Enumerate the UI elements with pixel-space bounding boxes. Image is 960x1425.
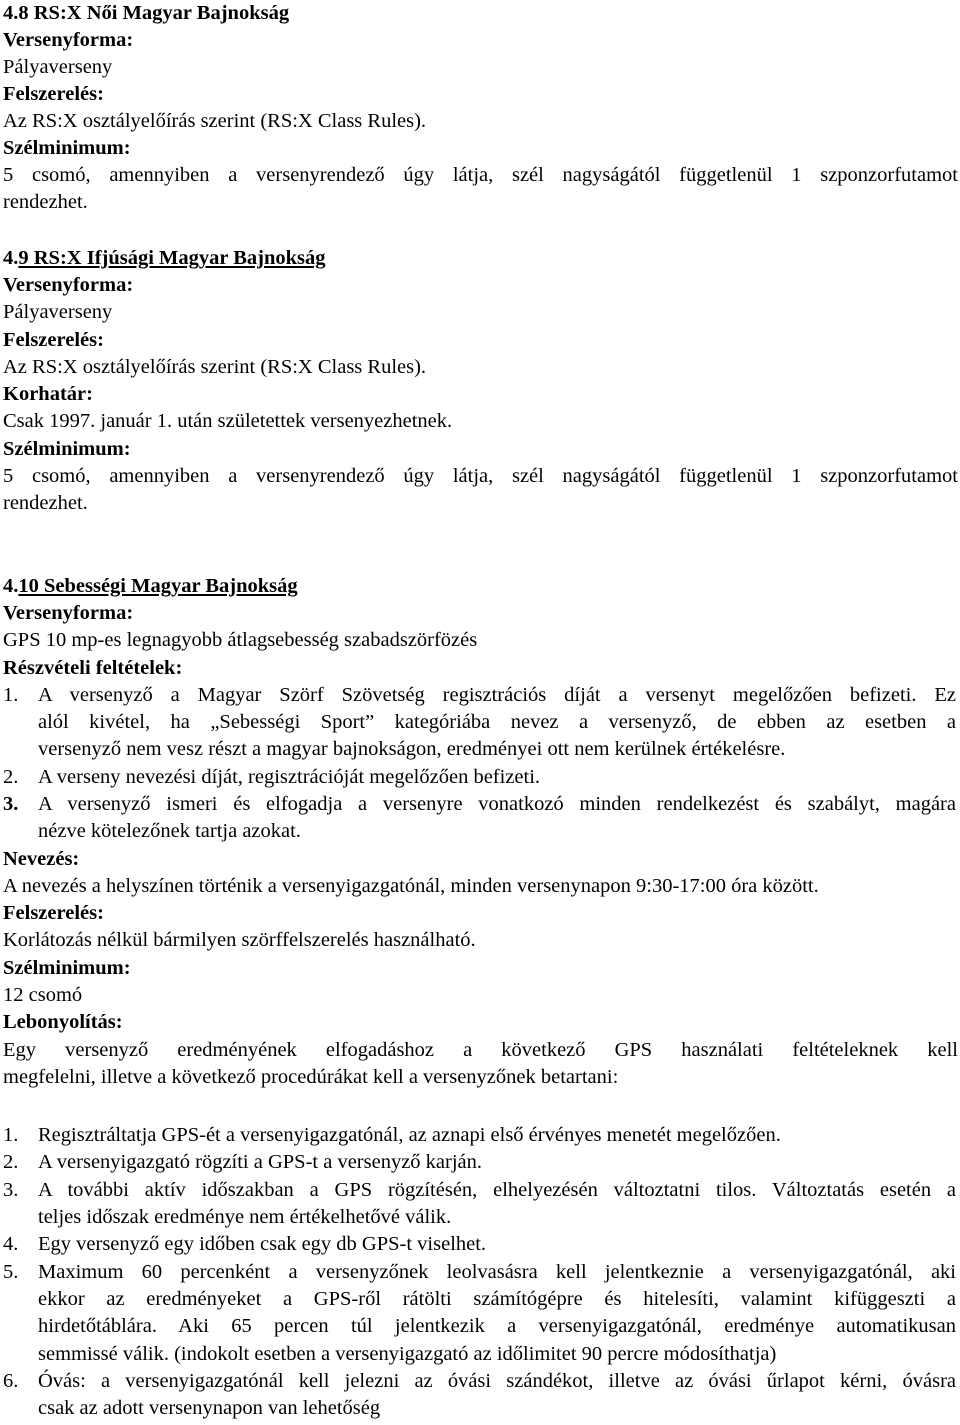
s410-reszveteli-label: Részvételi feltételek: [3, 657, 183, 679]
gps-rule-5-line4: semmissé válik. (indokolt esetben a versenyigazgató az időlimitet 90 percre módosíthatja) [38, 1343, 777, 1365]
cond2-text: A verseny nevezési díját, regisztrációját megelőzően befizeti. [38, 766, 541, 788]
gps-rule-1-number: 1. [3, 1124, 19, 1146]
gps-rule-4-number: 4. [3, 1233, 19, 1255]
gps-rule-4-line1: Egy versenyző egy időben csak egy db GPS-t viselhet. [38, 1233, 487, 1255]
s48-szelminimum-line1: 5 csomó, amennyiben a versenyrendező úgy látja, szél nagyságától függetlenül 1 szponzorfutamot [3, 164, 958, 186]
s49-korhatar-value: Csak 1997. január 1. után születettek versenyezhetnek. [3, 410, 453, 432]
cond1-line1: A versenyző a Magyar Szörf Szövetség regisztrációs díját a versenyt megelőzően befizeti. Ez [38, 684, 956, 706]
gps-rule-6-line1: Óvás: a versenyigazgatónál kell jelezni az óvási szándékot, illetve az óvási űrlapot kérni, óvásra [38, 1370, 956, 1392]
s49-versenyforma-value: Pályaverseny [3, 301, 113, 323]
cond3-number: 3. [3, 793, 19, 815]
s410-nevezes-label: Nevezés: [3, 848, 80, 870]
s49-szelminimum-line2: rendezhet. [3, 492, 88, 514]
s49-szelminimum-label: Szélminimum: [3, 438, 131, 460]
cond1-line2: alól kivétel, ha „Sebességi Sport” kategóriába nevez a versenyző, de ebben az esetben a [38, 711, 956, 733]
s410-lebonyolitas-line2: megfelelni, illetve a következő procedúrákat kell a versenyzőnek betartani: [3, 1066, 619, 1088]
gps-rule-6-line2: csak az adott versenynapon van lehetőség [38, 1397, 381, 1419]
s410-versenyforma-label: Versenyforma: [3, 602, 134, 624]
cond3-line2: nézve kötelezőnek tartja azokat. [38, 820, 301, 842]
cond2-number: 2. [3, 766, 19, 788]
gps-rule-6-number: 6. [3, 1370, 19, 1392]
gps-rule-5-line3: hirdetőtáblára. Aki 65 percen túl jelentkezik a versenyigazgatónál, eredménye automatikusan [38, 1315, 956, 1337]
s410-nevezes-value: A nevezés a helyszínen történik a versenyigazgatónál, minden versenynapon 9:30-17:00 óra között. [3, 875, 819, 897]
cond3-line1: A versenyző ismeri és elfogadja a versenyre vonatkozó minden rendelkezést és szabályt, magára [38, 793, 956, 815]
s48-versenyforma-label: Versenyforma: [3, 29, 134, 51]
s410-lebonyolitas-line1: Egy versenyző eredményének elfogadáshoz a következő GPS használati feltételeknek kell [3, 1039, 958, 1061]
gps-rule-1-line1: Regisztráltatja GPS-ét a versenyigazgatónál, az aznapi első érvényes menetét megelőzően. [38, 1124, 781, 1146]
s48-felszereles-label: Felszerelés: [3, 83, 104, 105]
s410-title-rest: 10 Sebességi Magyar Bajnokság [18, 575, 298, 597]
cond1-line3: versenyző nem vesz részt a magyar bajnokságon, eredményei ott nem kerülnek értékelésre. [38, 738, 786, 760]
s410-felszereles-label: Felszerelés: [3, 902, 104, 924]
s48-szelminimum-line2: rendezhet. [3, 191, 88, 213]
s410-versenyforma-value: GPS 10 mp-es legnagyobb átlagsebesség szabadszörfözés [3, 629, 478, 651]
s410-felszereles-value: Korlátozás nélkül bármilyen szörffelszerelés használható. [3, 929, 476, 951]
section-4-10-title [3, 573, 298, 600]
s49-felszereles-value: Az RS:X osztályelőírás szerint (RS:X Class Rules). [3, 356, 427, 378]
s410-lebonyolitas-label: Lebonyolítás: [3, 1011, 123, 1033]
section-4-8-title: 4.8 RS:X Női Magyar Bajnokság [3, 2, 290, 24]
s410-title-num: 4. [3, 575, 19, 597]
s49-title-rest: 9 RS:X Ifjúsági Magyar Bajnokság [18, 247, 326, 269]
s49-title-num: 4. [3, 247, 19, 269]
s48-felszereles-value: Az RS:X osztályelőírás szerint (RS:X Class Rules). [3, 110, 427, 132]
gps-rule-5-number: 5. [3, 1261, 19, 1283]
s410-szelminimum-label: Szélminimum: [3, 957, 131, 979]
gps-rule-5-line2: ekkor az eredményeket a GPS-ről rátölti számítógépre és hitelesíti, valamint kifüggeszti a [38, 1288, 956, 1310]
cond1-number: 1. [3, 684, 19, 706]
gps-rule-2-number: 2. [3, 1151, 19, 1173]
s49-felszereles-label: Felszerelés: [3, 329, 104, 351]
s49-versenyforma-label: Versenyforma: [3, 274, 134, 296]
gps-rule-3-number: 3. [3, 1179, 19, 1201]
s48-szelminimum-label: Szélminimum: [3, 137, 131, 159]
gps-rule-3-line2: teljes időszak eredménye nem értékelhetővé válik. [38, 1206, 452, 1228]
gps-rule-3-line1: A további aktív időszakban a GPS rögzítésén, elhelyezésén változtatni tilos. Változtatás esetén a [38, 1179, 956, 1201]
s410-szelminimum-value: 12 csomó [3, 984, 83, 1006]
s49-szelminimum-line1: 5 csomó, amennyiben a versenyrendező úgy látja, szél nagyságától függetlenül 1 szponzorfutamot [3, 465, 958, 487]
section-4-9-title [3, 245, 326, 272]
gps-rule-2-line1: A versenyigazgató rögzíti a GPS-t a versenyző karján. [38, 1151, 483, 1173]
gps-rule-5-line1: Maximum 60 percenként a versenyzőnek leolvasásra kell jelentkeznie a versenyigazgatónál, aki [38, 1261, 956, 1283]
s48-versenyforma-value: Pályaverseny [3, 56, 113, 78]
s49-korhatar-label: Korhatár: [3, 383, 93, 405]
